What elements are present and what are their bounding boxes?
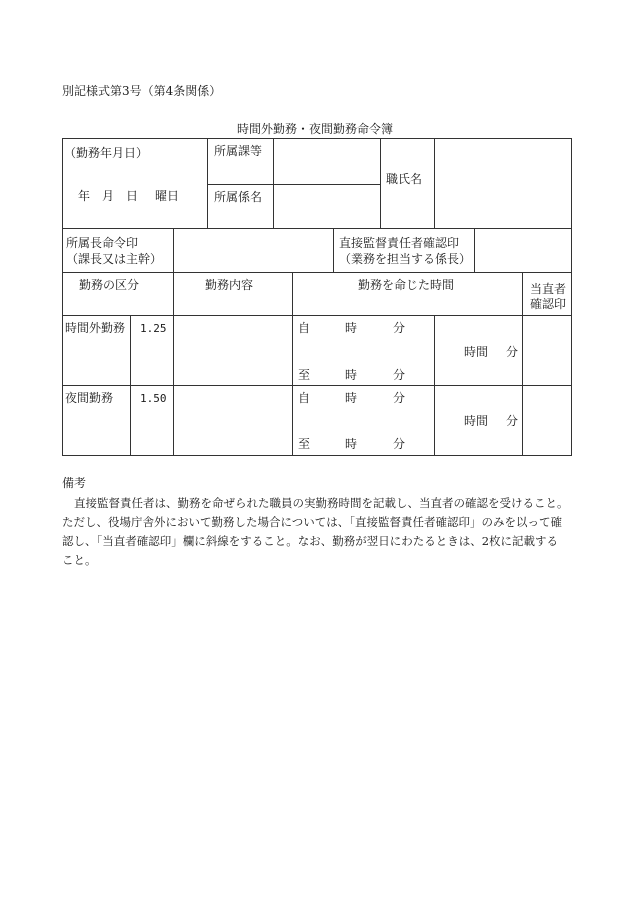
year-unit: 年 bbox=[78, 189, 91, 203]
month-unit: 月 bbox=[102, 189, 115, 203]
col-header-type: 勤務の区分 bbox=[79, 278, 140, 292]
row2-from-hour: 時 bbox=[345, 391, 358, 405]
col-header-time: 勤務を命じた時間 bbox=[358, 278, 455, 292]
row-type-overtime: 時間外勤務 bbox=[65, 321, 126, 335]
col-header-confirm-2: 確認印 bbox=[530, 297, 567, 311]
row1-duration-minutes: 分 bbox=[506, 345, 519, 359]
day-unit: 日 bbox=[126, 189, 139, 203]
name-label: 職氏名 bbox=[386, 172, 423, 186]
row-rate-night: 1.50 bbox=[140, 392, 167, 405]
row1-from-hour: 時 bbox=[345, 321, 358, 335]
row1-from-label: 自 bbox=[298, 321, 311, 335]
row1-to-label: 至 bbox=[298, 368, 311, 382]
row1-to-minute: 分 bbox=[393, 368, 406, 382]
row1-duration-hours: 時間 bbox=[464, 345, 489, 359]
form-number-label: 別記様式第3号（第4条関係） bbox=[62, 84, 222, 98]
row2-from-label: 自 bbox=[298, 391, 311, 405]
row2-duration-minutes: 分 bbox=[506, 414, 519, 428]
row-rate-overtime: 1.25 bbox=[140, 322, 167, 335]
weekday-unit: 曜日 bbox=[155, 189, 180, 203]
row2-to-minute: 分 bbox=[393, 437, 406, 451]
row2-to-label: 至 bbox=[298, 437, 311, 451]
col-header-content: 勤務内容 bbox=[205, 278, 254, 292]
row2-to-hour: 時 bbox=[345, 437, 358, 451]
col-header-confirm: 当直者 bbox=[530, 282, 567, 296]
chief-seal-sub: （課長又は主幹） bbox=[66, 252, 163, 266]
section-label: 所属係名 bbox=[214, 190, 263, 204]
work-date-label: （勤務年月日） bbox=[64, 146, 149, 160]
supervisor-seal-sub: （業務を担当する係長） bbox=[339, 252, 472, 266]
row2-from-minute: 分 bbox=[393, 391, 406, 405]
notes-line-2: ただし、役場庁舎外において勤務した場合については、「直接監督責任者確認印」のみを以って確 bbox=[62, 515, 563, 529]
dept-label: 所属課等 bbox=[214, 144, 263, 158]
row1-to-hour: 時 bbox=[345, 368, 358, 382]
supervisor-seal-label: 直接監督責任者確認印 bbox=[339, 236, 460, 250]
form-title: 時間外勤務・夜間勤務命令簿 bbox=[237, 122, 394, 136]
notes-line-3: 認し、「当直者確認印」欄に斜線をすること。なお、勤務が翌日にわたるときは、2枚に記載する bbox=[62, 534, 559, 548]
notes-line-1: 直接監督責任者は、勤務を命ぜられた職員の実勤務時間を記載し、当直者の確認を受けること。 bbox=[74, 496, 569, 510]
row-type-night: 夜間勤務 bbox=[65, 391, 114, 405]
chief-seal-label: 所属長命令印 bbox=[66, 236, 139, 250]
row1-from-minute: 分 bbox=[393, 321, 406, 335]
row2-duration-hours: 時間 bbox=[464, 414, 489, 428]
notes-heading: 備考 bbox=[62, 476, 87, 490]
notes-line-4: こと。 bbox=[62, 553, 97, 567]
